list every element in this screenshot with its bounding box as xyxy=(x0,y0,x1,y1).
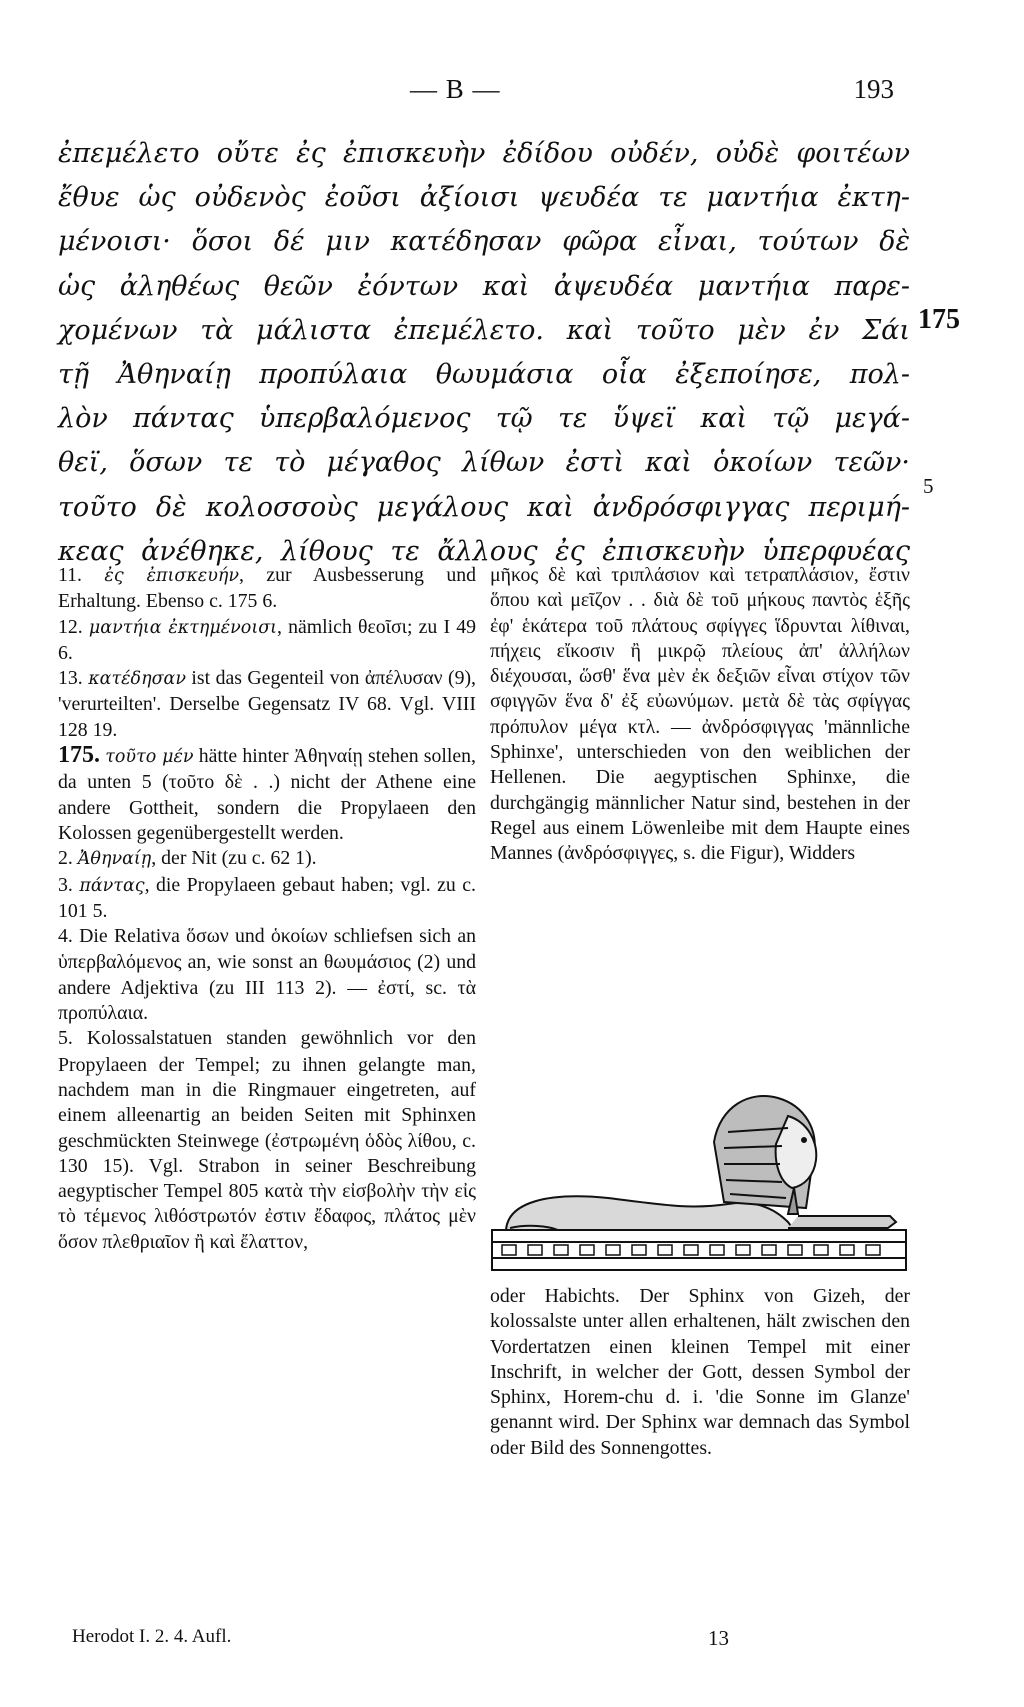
greek-main-text xyxy=(58,132,910,574)
note-number: 12. xyxy=(58,615,83,638)
note-lemma: πάντας xyxy=(79,875,145,896)
page-number: 193 xyxy=(853,74,894,104)
commentary-right-column-bottom xyxy=(490,1284,910,1461)
note-paragraph xyxy=(58,1026,476,1255)
note-continuation: μῆκος δὲ καὶ τριπλάσιον καὶ τετραπλάσιον, ἔστιν ὅπου καὶ μεῖζον . . διὰ δὲ τοῦ μήκους παντὸς ἑξῆς ἐφ' ἑκάτερα τοῦ πλάτους σφίγγες ἵδρυνται λίθιναι, πήχεις εἴκοσιν ἢ μικρῷ πλείους ἀπ' ἀλλήλων διέχουσαι, ὥσθ' ἕνα μὲν ἐκ δεξιῶν εἶναι στίχον τῶν σφιγγῶν ἕνα δ' ἐξ εὐωνύμων. μετὰ δὲ τὰς σφίγγας πρόπυλον μέγα κτλ. — ἀνδρόσφιγγας 'männliche Sphinxe', unterschieden von den weiblichen der Hellenen. Die aegyptischen Sphinxe, die durchgängig männlicher Natur sind, bestehen in der Regel aus einem Löwenleibe mit dem Haupte eines Mannes (ἀνδρόσφιγγες, s. die Figur), Widders xyxy=(490,564,910,865)
note-text: , der Nit (zu c. 62 1). xyxy=(151,847,317,870)
commentary-left-column xyxy=(58,563,476,1255)
note-text: , nämlich θεοῖσι; zu I 49 6. xyxy=(58,615,477,664)
note-lemma: τοῦτο μέν xyxy=(105,747,194,768)
note-text: Die Relativa ὅσων und ὁκοίων schliefsen sich an ὑπερβαλόμενος an, wie sonst an θωυμάσιος (2) und andere Adjektiva (zu III 113 2). — ἐστί, sc. τὰ προπύλαια. xyxy=(58,925,476,1025)
text-line: χομένων τὰ μάλιστα ἐπεμέλετο. καὶ τοῦτο μὲν ἐν Σάι xyxy=(58,314,910,346)
section-signature: — B — xyxy=(410,74,501,104)
note-paragraph xyxy=(58,846,476,872)
text-line: κεας ἀνέθηκε, λίθους τε ἄλλους ἐς ἐπισκευὴν ὑπερφυέας xyxy=(58,535,910,567)
note-lemma: Ἀθηναίῃ xyxy=(77,849,152,870)
text-line: ὡς ἀληθέως θεῶν ἐόντων καὶ ἀψευδέα μαντήια παρε- xyxy=(58,270,910,302)
text-line: ἔθυε ὡς οὐδενὸς ἐοῦσι ἀξίοισι ψευδέα τε μαντήια ἐκτη- xyxy=(58,182,910,214)
note-lemma: κατέδησαν xyxy=(88,669,186,690)
note-continuation: oder Habichts. Der Sphinx von Gizeh, der kolossalste unter allen erhaltenen, hält zwischen den Vordertatzen einen kleinen Tempel mit einer Inschrift, in welcher der Gott, dessen Symbol der Sphinx, Horem-chu d. i. 'die Sonne im Glanze' genannt wird. Der Sphinx war demnach das Symbol oder Bild des Sonnengottes. xyxy=(490,1285,910,1459)
text-line: τοῦτο δὲ κολοσσοὺς μεγάλους καὶ ἀνδρόσφιγγας περιμή- xyxy=(58,491,910,523)
text-line: μένοισι· ὅσοι δέ μιν κατέδησαν φῶρα εἶναι, τούτων δὲ xyxy=(58,226,910,258)
text-line: θεϊ, ὅσων τε τὸ μέγαθος λίθων ἐστὶ καὶ ὁκοίων τεῶν· xyxy=(58,447,910,479)
signature-mark: Herodot I. 2. 4. Aufl. xyxy=(72,1626,232,1647)
sheet-number: 13 xyxy=(708,1626,729,1650)
note-text: ist das Gegenteil von ἀπέλυσαν (9), 'verurteilten'. Derselbe Gegensatz IV 68. Vgl. VIII 128 19. xyxy=(58,667,476,741)
commentary-right-column-top xyxy=(490,563,910,867)
note-paragraph xyxy=(58,873,476,925)
text-line: λὸν πάντας ὑπερβαλόμενος τῷ τε ὕψεϊ καὶ τῷ μεγά- xyxy=(58,403,910,435)
note-paragraph xyxy=(58,615,476,667)
note-text: Kolossalstatuen standen gewöhnlich vor den Propylaeen der Tempel; zu ihnen gelangte man, nachdem man in die Ringmauer eingetreten, auf einem alleenartig an beiden Seiten mit Sphinxen geschmückten Steinwege (ἐστρωμένη ὁδὸς λίθου, c. 130 15). Vgl. Strabon in seiner Beschreibung aegyptischer Tempel 805 κατὰ τὴν εἰσβολὴν τὴν εἰς τὸ τέμενος λιθόστρωτόν ἐστιν ἔδαφος, πλάτος μὲν ὅσον πλεθριαῖον ἢ καὶ ἔλαττον, xyxy=(58,1027,476,1253)
running-header xyxy=(0,74,1024,114)
note-paragraph xyxy=(58,666,476,743)
note-paragraph xyxy=(58,563,476,615)
line-marker-margin: 5 xyxy=(923,474,934,498)
note-number: 11. xyxy=(58,564,82,586)
note-lemma: ἐς ἐπισκευήν xyxy=(104,566,239,586)
note-paragraph xyxy=(58,924,476,1026)
note-number: 2. xyxy=(58,847,73,870)
note-paragraph xyxy=(58,743,476,846)
sphinx-illustration xyxy=(488,1032,912,1276)
note-number: 175. xyxy=(58,742,100,769)
note-text: , die Propylaeen gebaut haben; vgl. zu c. 101 5. xyxy=(58,873,476,922)
text-line: τῇ Ἀθηναίῃ προπύλαια θωυμάσια οἷα ἐξεποίησε, πολ- xyxy=(58,359,910,391)
note-text: hätte hinter Ἀθηναίῃ stehen sollen, da unten 5 (τοῦτο δὲ . .) nicht der Athene eine andere Gottheit, sondern die Propylaeen den Kolossen gegenübergestellt werden. xyxy=(58,745,476,844)
chapter-number-margin: 175 xyxy=(918,304,960,335)
note-lemma: μαντήια ἐκτημένοισι xyxy=(88,617,278,638)
note-number: 4. xyxy=(58,925,73,948)
note-number: 13. xyxy=(58,667,83,690)
note-text: , zur Ausbesserung und Erhaltung. Ebenso c. 175 6. xyxy=(58,564,476,613)
note-number: 3. xyxy=(58,873,73,896)
text-line: ἐπεμέλετο οὔτε ἐς ἐπισκευὴν ἐδίδου οὐδέν, οὐδὲ φοιτέων xyxy=(58,138,910,169)
note-number: 5. xyxy=(58,1027,73,1050)
